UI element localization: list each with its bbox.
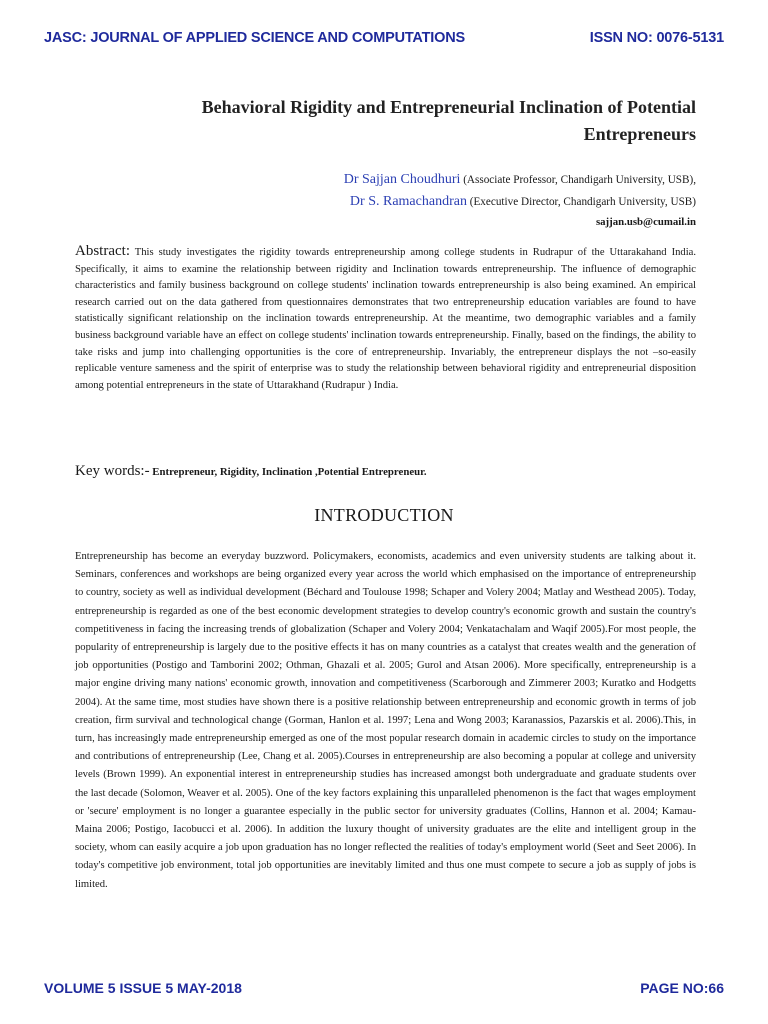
title-line-2: Entrepreneurs <box>583 124 696 144</box>
abstract-label: Abstract: <box>75 243 130 259</box>
keywords-text: Entrepreneur, Rigidity, Inclination ,Potential Entrepreneur. <box>149 466 427 478</box>
issn-number: ISSN NO: 0076-5131 <box>589 30 724 46</box>
introduction-heading: INTRODUCTION <box>314 505 454 525</box>
keywords-section <box>75 463 427 480</box>
author-email: sajjan.usb@cumail.in <box>595 216 696 228</box>
introduction-text: Entrepreneurship has become an everyday buzzword. Policymakers, economists, academics and even university students are talking about it. Seminars, conferences and workshops are being organized every year across the world which emphasised on the importance of entrepreneurship to country, society as well as individual development (Béchard and Toulouse 1998; Schaper and Volery 2004; Matlay and Westhead 2005). Today, entrepreneurship is regarded as one of the best economic development strategies to develop country's economic growth and sustain the country's competitiveness in facing the increasing trends of globalization (Schaper and Volery 2004; Venkatachalam and Waqif 2005).For most people, the popularity of entrepreneurship is largely due to the positive effects it has on many countries as a catalyst that creates wealth and the generation of job opportunities (Postigo and Tamborini 2002; Othman, Ghazali et al. 2005; Gurol and Atsan 2006). More specifically, entrepreneurship is a major engine driving many nations' economic growth, innovation and competitiveness (Scarborough and Zimmerer 2003; Kuratko and Hodgetts 2004). At the same time, most studies have shown there is a positive relationship between entrepreneurship and economic growth in terms of job creation, firm survival and technological change (Gorman, Hanlon et al. 1997; Lena and Wong 2003; Karanassios, Pazarskis et al. 2006).This, in turn, has increasingly made entrepreneurship emerged as one of the most popular research domain in academic circles to study on the importance and contributions of entrepreneurship (Lee, Chang et al. 2005).Courses in entrepreneurship are also becoming a popular at college and university levels (Brown 1999). An exponential interest in entrepreneurship studies has increased amongst both undergraduate and graduate students over the last decade (Solomon, Weaver et al. 2005). One of the key factors explaining this unparalleled phenomenon is the fact that wages employment or 'secure' employment is no longer a guarantee especially in the public sector for university graduates (Collins, Hannon et al. 2004; Kamau-Maina 2006; Postigo, Iacobucci et al. 2006). In addition the luxury thought of university graduates are the elite and intelligent group in the society, whom can easily acquire a job upon graduation has no longer reflected the realities of today's employment world (Seet and Seet 2006). In today's competitive job environment, total job opportunities are inevitably limited and thus one must compete to secure a job as supply of jobs is limited. <box>75 551 696 890</box>
author-1 <box>344 169 696 191</box>
title-line-1: Behavioral Rigidity and Entrepreneurial Inclination of Potential <box>201 97 696 117</box>
paper-title <box>100 94 696 148</box>
keywords-label: Key words:- <box>75 463 150 479</box>
author-2-affiliation: (Executive Director, Chandigarh University, USB) <box>466 196 696 208</box>
abstract-text: This study investigates the rigidity towards entrepreneurship among college students in Rudrapur of the Uttarakahand India. Specifically, it aims to examine the relationship between rigidity and Inclination towards entrepreneurship. The influence of demographic characteristics and family business background on college students' inclination towards entrepreneurship is also being examined. An empirical research carried out on the data gathered from questionnaires demonstrates that two entrepreneurship education variables are found to have statistically significant relationship on the inclination towards entrepreneurship. At the meantime, two demographic variables and a family business background variable have an effect on college students' inclination towards entrepreneurship. Finally, based on the findings, the ability to take risks and jump into challenging opportunities is the core of entrepreneurship. Invariably, the entrepreneur displays the not –so-easily replicable venture sameness and the spirit of enterprise was to study the relationship between behavioral rigidity and entrepreneurial disposition among potential entrepreneurs in the state of Uttarakhand (Rudrapur ) India. <box>75 247 696 391</box>
author-1-name: Dr Sajjan Choudhuri <box>343 172 461 187</box>
abstract-section <box>75 243 696 394</box>
volume-info: VOLUME 5 ISSUE 5 MAY-2018 <box>44 980 242 996</box>
author-1-affiliation: (Associate Professor, Chandigarh University, USB), <box>460 174 696 186</box>
journal-name: JASC: JOURNAL OF APPLIED SCIENCE AND COMPUTATIONS <box>44 30 465 46</box>
author-2 <box>344 191 696 213</box>
page-number: PAGE NO:66 <box>640 980 724 996</box>
author-block <box>344 169 696 231</box>
author-2-name: Dr S. Ramachandran <box>349 194 467 209</box>
